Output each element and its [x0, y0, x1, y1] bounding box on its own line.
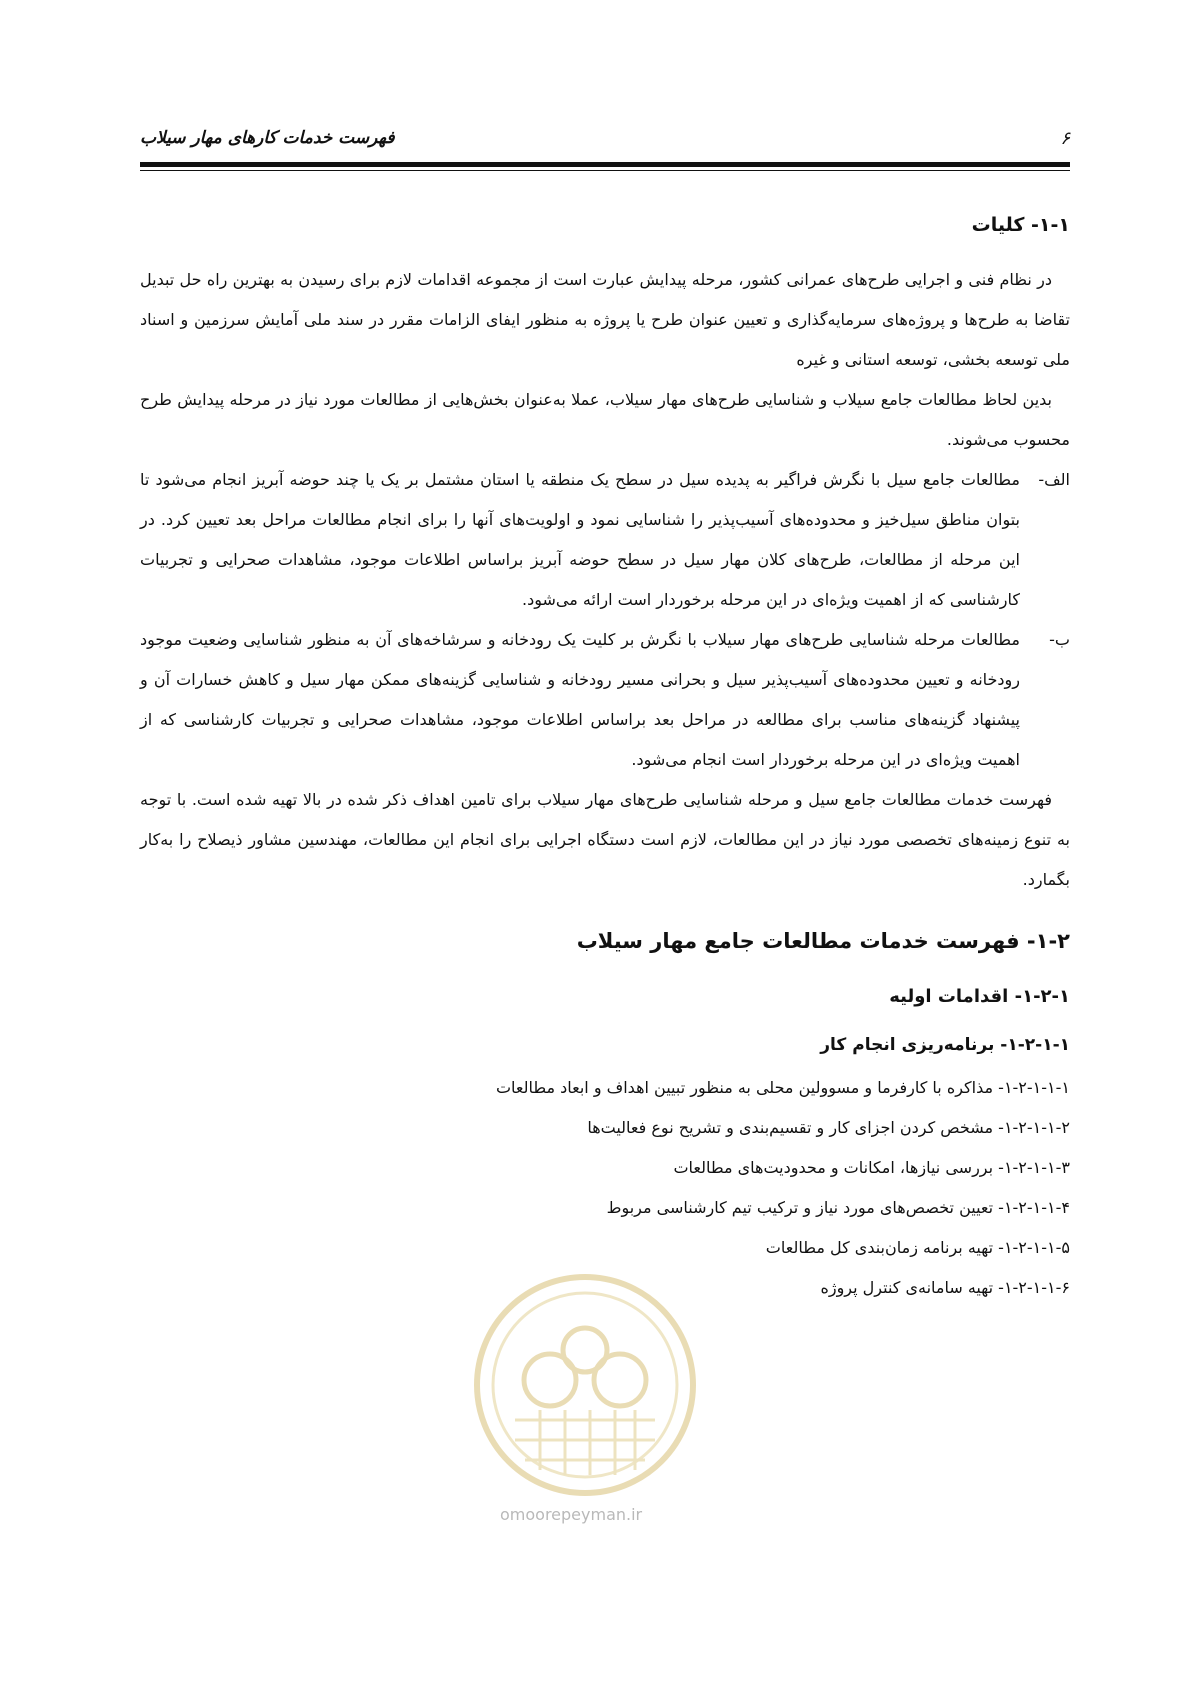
paragraph-origin-phase: در نظام فنی و اجرایی طرح‌های عمرانی کشور، مرحله پیدایش عبارت است از مجموعه اقدامات لازم برای رسیدن به بهترین راه حل تبدیل تقاضا به طرح‌ها و پروژه‌های سرمایه‌گذاری و تعیین عنوان طرح یا پروژه به منظور ایفای الزامات مقرر در سند ملی آمایش سرزمین و اسناد ملی توسعه بخشی، توسعه استانی و غیره [140, 270, 1070, 369]
list-item-b [140, 620, 1070, 780]
section-heading-general: ۱-۱- کلیات [971, 214, 1070, 236]
planning-item: ۱-۲-۱-۱-۱- مذاکره با کارفرما و مسوولین محلی به منظور تبیین اهداف و ابعاد مطالعات [495, 1078, 1070, 1097]
running-title: فهرست خدمات کارهای مهار سیلاب [140, 128, 395, 148]
paragraph-studies-scope: بدین لحاظ مطالعات جامع سیلاب و شناسایی طرح‌های مهار سیلاب، عملا به‌عنوان بخش‌هایی از مطالعات مورد نیاز در مرحله پیدایش طرح محسوب می‌شوند. [140, 390, 1070, 449]
planning-item: ۱-۲-۱-۱-۲- مشخص کردن اجزای کار و تقسیم‌بندی و تشریح نوع فعالیت‌ها [587, 1118, 1070, 1137]
list-marker-a: الف- [1038, 470, 1070, 489]
list-text-b: مطالعات مرحله شناسایی طرح‌های مهار سیلاب با نگرش بر کلیت یک رودخانه و سرشاخه‌های آن به منظور شناسایی وضعیت موجود رودخانه و تعیین محدوده‌های آسیب‌پذیر سیل و بحرانی مسیر رودخانه و شناسایی گزینه‌های ممکن مهار سیل و کاهش خسارات آن و پیشنهاد گزینه‌های مناسب برای مطالعه در مراحل بعد براساس اطلاعات موجود، مشاهدات صحرایی و تجربیات کارشناسی که از اهمیت ویژه‌ای در این مرحله برخوردار است انجام می‌شود. [140, 630, 1020, 769]
header-rule-thin [140, 170, 1070, 171]
header-rule-thick [140, 162, 1070, 167]
subsection-heading-initial-actions: ۱-۲-۱- اقدامات اولیه [889, 986, 1070, 1007]
planning-item: ۱-۲-۱-۱-۵- تهیه برنامه زمان‌بندی کل مطالعات [765, 1238, 1070, 1257]
planning-item: ۱-۲-۱-۱-۳- بررسی نیازها، امکانات و محدودیت‌های مطالعات [673, 1158, 1070, 1177]
planning-item: ۱-۲-۱-۱-۶- تهیه سامانه‌ی کنترل پروژه [820, 1278, 1070, 1297]
list-item-a [140, 460, 1070, 620]
list-marker-b: ب- [1049, 630, 1070, 649]
page-header [140, 126, 1070, 156]
watermark-seal-icon [470, 1270, 700, 1500]
section-heading-services: ۱-۲- فهرست خدمات مطالعات جامع مهار سیلاب [576, 929, 1070, 953]
watermark-text: omoorepeyman.ir [500, 1505, 643, 1524]
page-number: ۶ [1060, 128, 1070, 149]
page-content [140, 210, 1070, 1308]
subsubsection-heading-planning: ۱-۲-۱-۱- برنامه‌ریزی انجام کار [820, 1035, 1070, 1055]
paragraph-services-list: فهرست خدمات مطالعات جامع سیل و مرحله شناسایی طرح‌های مهار سیلاب برای تامین اهداف ذکر شده در بالا تهیه شده است. با توجه به تنوع زمینه‌های تخصصی مورد نیاز در این مطالعات، لازم است دستگاه اجرایی برای انجام این مطالعات، مهندسین مشاور ذیصلاح را به‌کار بگمارد. [140, 790, 1070, 889]
planning-item: ۱-۲-۱-۱-۴- تعیین تخصص‌های مورد نیاز و ترکیب تیم کارشناسی مربوط [606, 1198, 1070, 1217]
list-text-a: مطالعات جامع سیل با نگرش فراگیر به پدیده سیل در سطح یک منطقه یا استان مشتمل بر یک یا چند حوضه آبریز انجام می‌شود تا بتوان مناطق سیل‌خیز و محدوده‌های آسیب‌پذیر را شناسایی نمود و اولویت‌های آنها را برای انجام مطالعات مراحل بعد تعیین کرد. در این مرحله از مطالعات، طرح‌های کلان مهار سیل در سطح حوضه آبریز براساس اطلاعات موجود، مشاهدات صحرایی و تجربیات کارشناسی که از اهمیت ویژه‌ای در این مرحله برخوردار است ارائه می‌شود. [140, 470, 1020, 609]
